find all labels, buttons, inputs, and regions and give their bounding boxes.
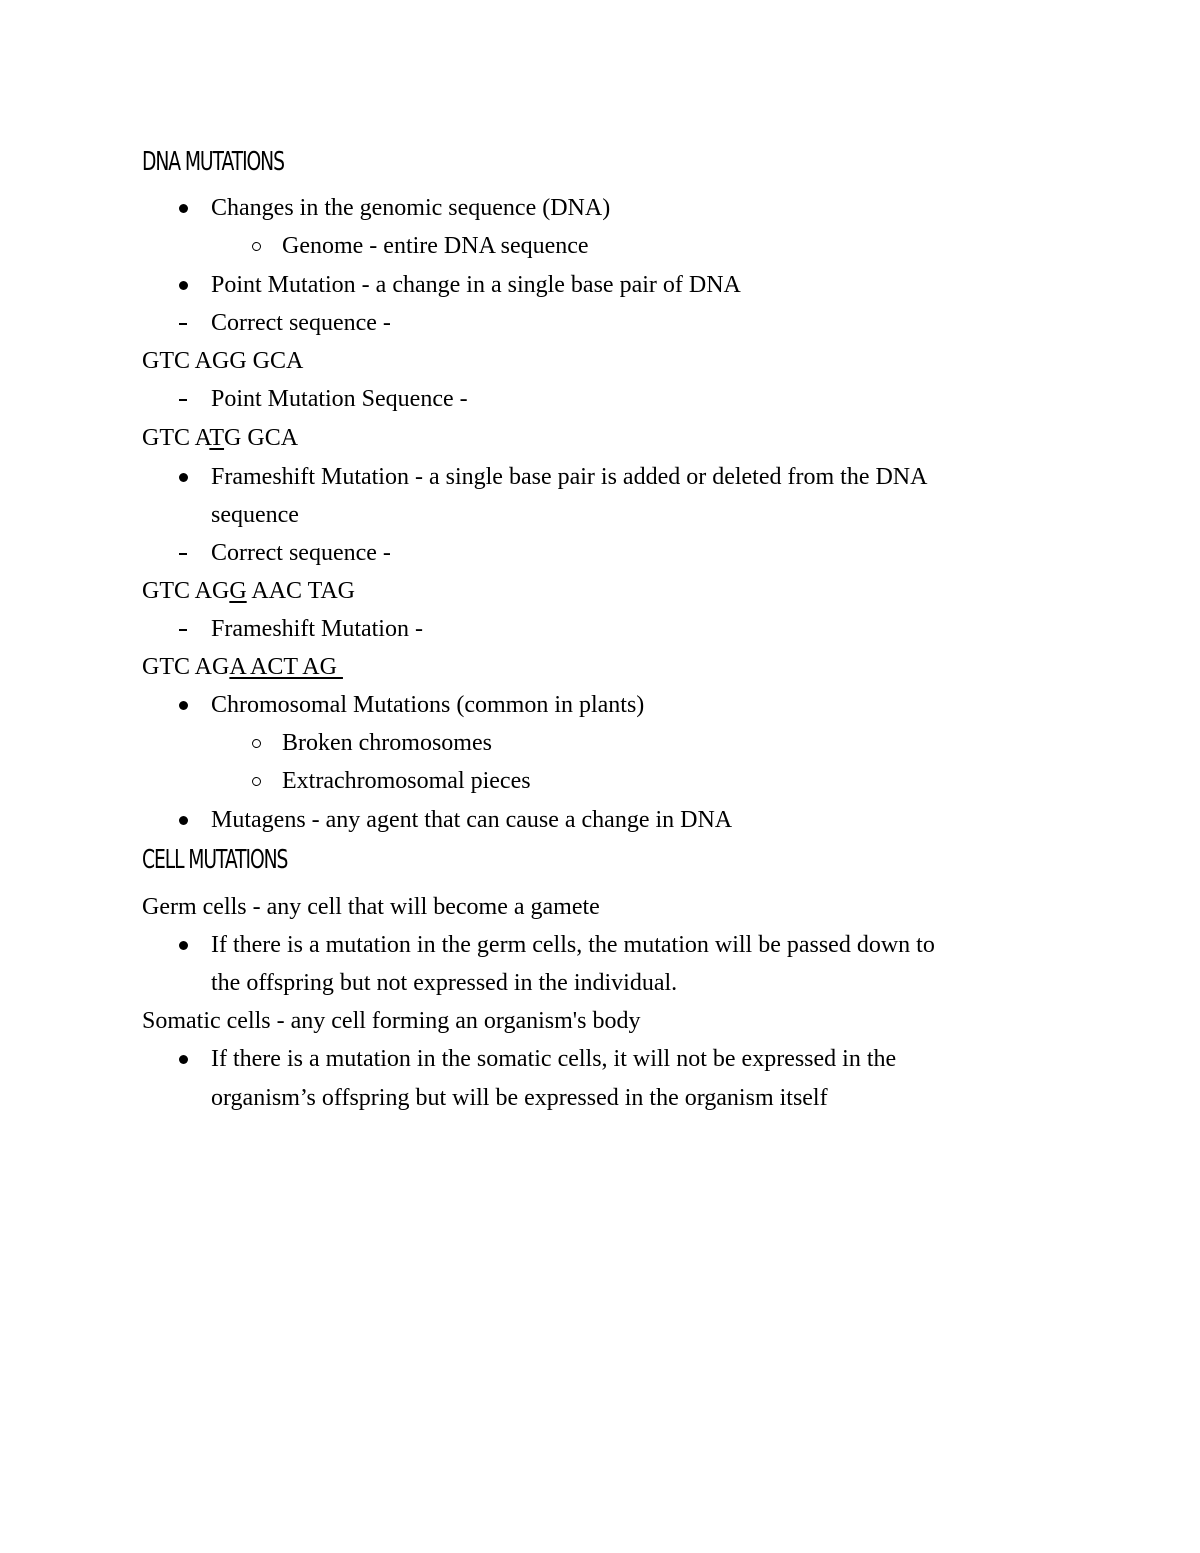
sequence-text: GTC AGG AAC TAG: [142, 578, 356, 604]
dash-icon: [177, 538, 191, 568]
bullet-icon: [177, 930, 191, 960]
bullet-icon: [177, 805, 191, 835]
bullet-icon: [177, 270, 191, 300]
document-page: DNA MUTATIONS Changes in the genomic sequence (DNA) Genome - entire DNA sequence Point Mutation - a change in a single base pair of DNA Correct sequence - GTC AGG GCA Point Mutation Sequence - GTC ATG GCA Frameshift Mutation - a single base pair is added or deleted from the DNA sequence Correct sequence - GTC AGG AAC TAG Frameshift Mutation - GTC AGA ACT AG Chromosomal Mutations (common in plants) Broken chromosomes Extrachromosomal pieces Mutagens - any agent that can cause a change in DNA CELL MUTATIONS Germ cells - any cell that will become a gamete If there is a mutation in the germ cells, the mutation will be passed down to the offspring but not expressed in the individual. Somatic cells - any cell forming an organism's body If there is a mutation in the somatic cells, it will not be expressed in the organism’s offspring but will be expressed in the organism itself: [142, 147, 935, 1111]
inserted-base: G: [229, 578, 247, 604]
sub-bullet-icon: [250, 231, 264, 261]
sequence-text: GTC AGA ACT AG: [142, 654, 343, 680]
mutated-base: T: [209, 425, 225, 451]
bullet-icon: [177, 193, 191, 223]
sequence-text: GTC ATG GCA: [142, 425, 299, 451]
bullet-icon: [177, 462, 191, 492]
bullet-icon: [177, 690, 191, 720]
dash-icon: [177, 614, 191, 644]
shifted-bases: A ACT AG: [229, 654, 343, 680]
section-heading-dna-mutations: DNA MUTATIONS: [142, 147, 284, 177]
body-text: Germ cells - any cell that will become a gamete: [142, 894, 600, 920]
dash-icon: [177, 384, 191, 414]
bullet-icon: [177, 1044, 191, 1074]
sub-bullet-icon: [250, 766, 264, 796]
sub-bullet-icon: [250, 728, 264, 758]
body-text: Somatic cells - any cell forming an organism's body: [142, 1008, 641, 1034]
sequence-text: GTC AGG GCA: [142, 348, 304, 374]
section-heading-cell-mutations: CELL MUTATIONS: [142, 845, 288, 875]
dash-icon: [177, 308, 191, 338]
